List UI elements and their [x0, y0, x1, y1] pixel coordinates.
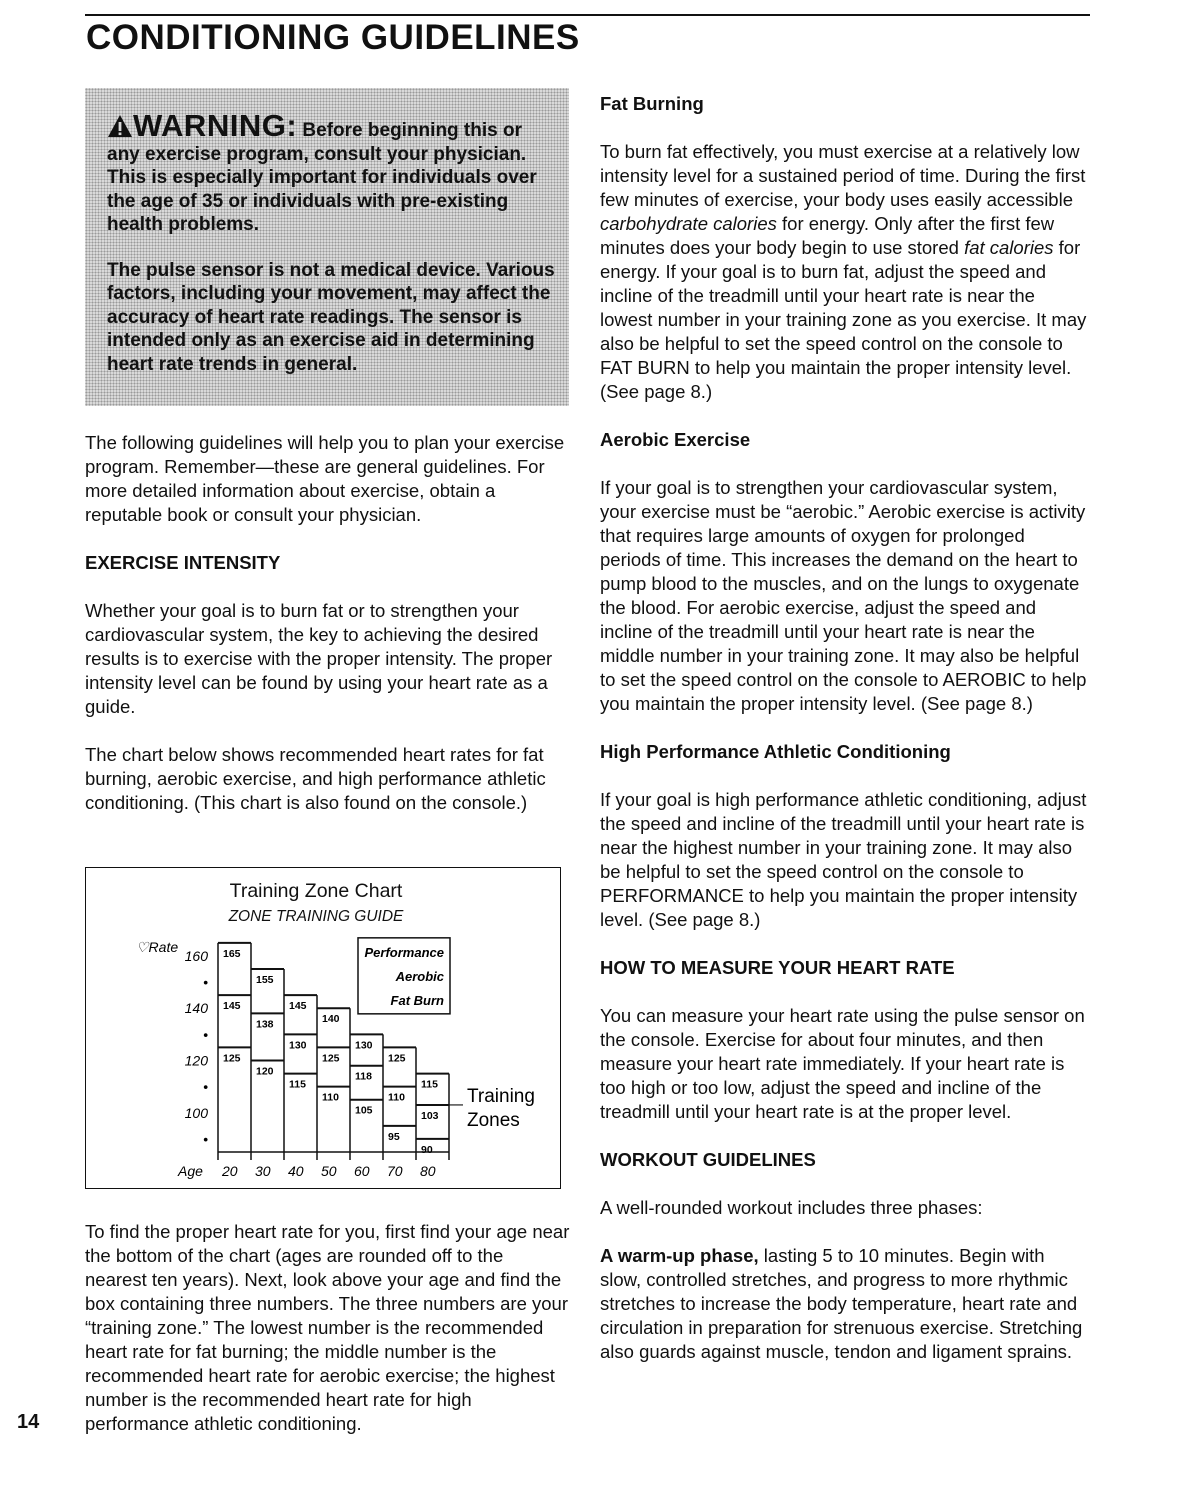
- warning-lead-text: Before beginning this or any exercise program, consult your physician. This is especially important for individuals over the age of 35 or individuals with pre-existing health problems.: [107, 120, 537, 235]
- x-tick-label: 60: [354, 1163, 370, 1179]
- zone-value-label: 125: [322, 1052, 340, 1065]
- warm-up-paragraph: A warm-up phase, lasting 5 to 10 minutes. Begin with slow, controlled stretches, and progress to more rhythmic stretches to increase the body temperature, heart rate and circulation in preparation for strenuous exercise. Stretching also guards against muscle, tendon and ligament sprains.: [600, 1245, 1083, 1362]
- left-column-top: [85, 431, 570, 815]
- carbohydrate-calories-term: carbohydrate calories: [600, 213, 777, 234]
- x-tick-label: 70: [387, 1163, 403, 1179]
- legend-entry: Performance: [364, 944, 444, 960]
- left-column-bottom: [85, 1220, 570, 1436]
- x-tick-label: 80: [420, 1163, 436, 1179]
- measure-heart-rate-heading: HOW TO MEASURE YOUR HEART RATE: [600, 957, 955, 978]
- chart-subtitle: ZONE TRAINING GUIDE: [228, 908, 404, 925]
- x-tick-label: 50: [321, 1163, 337, 1179]
- training-zone-chart: [85, 867, 561, 1189]
- intro-paragraph: The following guidelines will help you to plan your exercise program. Remember—these are general guidelines. For more detailed information about exercise, obtain a reputable book or consult your physician.: [85, 432, 565, 525]
- fat-burning-heading: Fat Burning: [600, 93, 704, 114]
- legend-entry: Aerobic: [395, 968, 444, 984]
- training-zones-annotation: Zones: [467, 1109, 520, 1131]
- zone-value-label: 130: [355, 1039, 373, 1052]
- y-tick-label: •: [203, 1026, 208, 1043]
- exercise-intensity-paragraph: Whether your goal is to burn fat or to strengthen your cardiovascular system, the key to achieving the desired results is to exercise with the proper intensity. The proper intensity level can be found by using your heart rate as a guide.: [85, 600, 553, 717]
- zone-value-label: 165: [223, 947, 241, 960]
- measure-heart-rate-paragraph: You can measure your heart rate using the pulse sensor on the console. Exercise for about four minutes, and then measure your heart rate immediately. If your heart rate is too high or too low, adjust the speed and incline of the treadmill until your heart rate is at the proper level.: [600, 1005, 1085, 1122]
- aerobic-exercise-paragraph: If your goal is to strengthen your cardiovascular system, your exercise must be “aerobic.” Aerobic exercise is activity that requires large amounts of oxygen for prolonged periods of time. This increases the demand on the heart to pump blood to the muscles, and on the lungs to oxygenate the blood. For aerobic exercise, adjust the speed and incline of the treadmill until your heart rate is near the middle number in your training zone. It may also be helpful to set the speed control on the console to AEROBIC to help you maintain the proper intensity level. (See page 8.): [600, 477, 1087, 714]
- exercise-intensity-heading: EXERCISE INTENSITY: [85, 552, 281, 573]
- zone-value-label: 95: [388, 1130, 400, 1143]
- y-tick-label: •: [203, 1130, 208, 1147]
- warm-up-term: A warm-up phase,: [600, 1245, 759, 1266]
- chart-ylabel: ♡Rate: [136, 939, 179, 956]
- fat-burning-paragraph: To burn fat effectively, you must exercise at a relatively low intensity level for a sustained period of time. During the first few minutes of exercise, your body uses easily accessible carbohydrate calories for energy. Only after the first few minutes does your body begin to use stored fat calories for energy. If your goal is to burn fat, adjust the speed and incline of the treadmill until your heart rate is near the lowest number in your training zone as you exercise. It may also be helpful to set the speed control on the console to FAT BURN to help you maintain the proper intensity level. (See page 8.): [600, 141, 1087, 402]
- legend-entry: Fat Burn: [390, 992, 444, 1008]
- zone-value-label: 115: [289, 1078, 306, 1091]
- chart-intro-paragraph: The chart below shows recommended heart rates for fat burning, aerobic exercise, and high performance athletic conditioning. (This chart is also found on the console.): [85, 744, 546, 813]
- zone-value-label: 110: [322, 1091, 339, 1104]
- zone-value-label: 130: [289, 1039, 307, 1052]
- zone-value-label: 120: [256, 1065, 274, 1078]
- y-tick-label: 100: [184, 1104, 208, 1121]
- zone-value-label: 140: [322, 1013, 340, 1026]
- header-rule: [85, 14, 1090, 16]
- zone-value-label: 105: [355, 1104, 373, 1117]
- chart-title: Training Zone Chart: [229, 880, 403, 902]
- high-performance-heading: High Performance Athletic Conditioning: [600, 741, 951, 762]
- zone-value-label: 145: [289, 1000, 307, 1013]
- zone-value-label: 138: [256, 1018, 274, 1031]
- warning-paragraph-2: The pulse sensor is not a medical device. Various factors, including your movement, may affect the accuracy of heart rate readings. The sensor is intended only as an exercise aid in determining heart rate trends in general.: [107, 259, 555, 375]
- x-tick-label: 30: [255, 1163, 271, 1179]
- training-zones-annotation: Training: [467, 1085, 535, 1107]
- page-title: CONDITIONING GUIDELINES: [86, 18, 580, 57]
- zone-value-label: 155: [256, 973, 274, 986]
- workout-guidelines-paragraph: A well-rounded workout includes three phases:: [600, 1197, 983, 1218]
- high-performance-paragraph: If your goal is high performance athletic conditioning, adjust the speed and incline of the treadmill until your heart rate is near the highest number in your training zone. It may also be helpful to set the speed control on the console to PERFORMANCE to help you maintain the proper intensity level. (See page 8.): [600, 789, 1087, 930]
- zone-value-label: 103: [421, 1109, 439, 1122]
- zone-value-label: 125: [223, 1052, 241, 1065]
- warning-paragraph-1: [107, 108, 557, 237]
- workout-guidelines-heading: WORKOUT GUIDELINES: [600, 1149, 816, 1170]
- zone-value-label: 125: [388, 1052, 406, 1065]
- right-column: [600, 92, 1090, 1364]
- y-tick-label: 120: [184, 1052, 208, 1069]
- page-number: 14: [17, 1411, 40, 1433]
- warning-box: [85, 88, 569, 406]
- y-tick-label: 160: [184, 947, 208, 964]
- warning-triangle-icon: [107, 114, 133, 138]
- y-tick-label: •: [203, 1078, 208, 1095]
- x-tick-label: 40: [288, 1163, 304, 1179]
- y-tick-label: •: [203, 974, 208, 991]
- x-tick-label: 20: [222, 1163, 238, 1179]
- y-tick-label: 140: [184, 1000, 208, 1017]
- zone-value-label: 90: [421, 1143, 433, 1156]
- zone-value-label: 115: [421, 1078, 438, 1091]
- warning-label: WARNING:: [133, 108, 298, 143]
- chart-xlabel: Age: [178, 1163, 203, 1179]
- chart-plot: [86, 868, 560, 1188]
- zone-value-label: 118: [355, 1070, 372, 1083]
- find-heart-rate-paragraph: To find the proper heart rate for you, first find your age near the bottom of the chart (ages are rounded off to the nearest ten years). Next, look above your age and find the box containing three numbers. The three numbers are your “training zone.” The lowest number is the recommended heart rate for fat burning; the middle number is the recommended heart rate for aerobic exercise; the highest number is the recommended heart rate for high performance athletic conditioning.: [85, 1221, 570, 1434]
- fat-calories-term: fat calories: [964, 237, 1054, 258]
- aerobic-exercise-heading: Aerobic Exercise: [600, 429, 751, 450]
- zone-value-label: 145: [223, 1000, 241, 1013]
- zone-value-label: 110: [388, 1091, 405, 1104]
